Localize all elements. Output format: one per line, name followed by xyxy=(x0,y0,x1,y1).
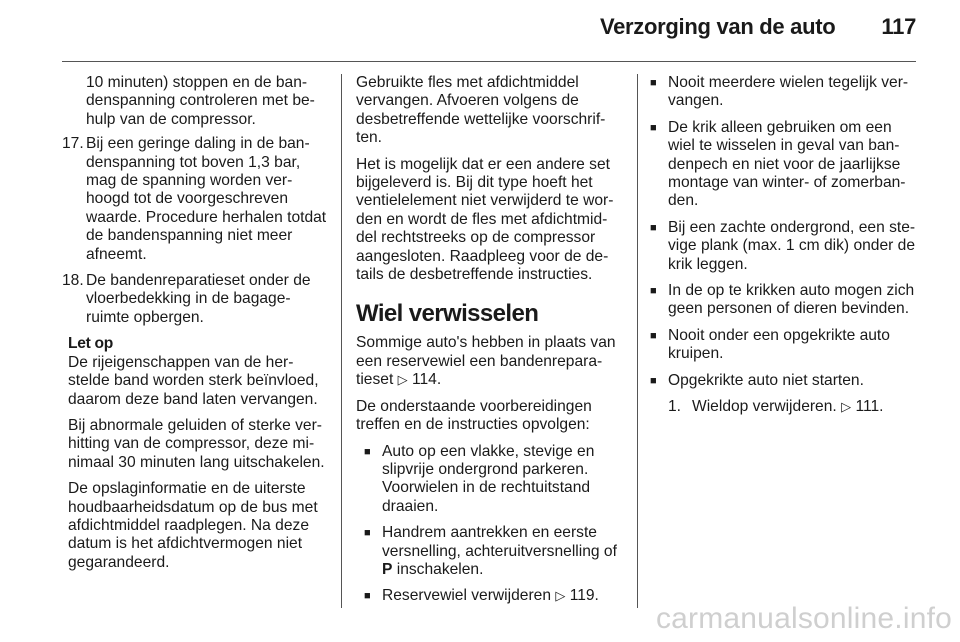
step-text: De bandenreparatieset onder de vloerbedekking in de bagageruimte opbergen. xyxy=(86,272,311,326)
list-item xyxy=(650,372,918,390)
column-right xyxy=(650,74,918,425)
list-item xyxy=(650,282,918,319)
list-item-text xyxy=(382,587,622,605)
note-paragraph: De rijeigenschappen van de herstelde band worden sterk beïnvloed, daarom deze band laten vervangen. xyxy=(68,353,319,408)
paragraph: De onderstaande voorbereidingen treffen en de instructies opvolgen: xyxy=(356,397,592,434)
list-item-text: Bij een zachte ondergrond, een stevige plank (max. 1 cm dik) onder de krik leggen. xyxy=(668,218,916,273)
note-title: Let op xyxy=(68,335,113,353)
list-item-text-part: Reservewiel verwijderen xyxy=(382,587,551,605)
square-bullet-icon: ■ xyxy=(364,527,371,540)
list-item-text xyxy=(382,524,622,579)
reference-arrow-icon: ▷ xyxy=(555,588,566,604)
list-item-text: Nooit meerdere wielen tegelijk vervangen. xyxy=(668,74,909,110)
paragraph: Het is mogelijk dat er een andere set bijgeleverd is. Bij dit type hoeft het ventielelement niet verwijderd te worden en wordt de fles met afdichtmiddel rechtstreeks op de compressor aangesloten. Raadpleeg voor de details de desbetreffende instructies. xyxy=(356,155,614,284)
header-rule xyxy=(62,61,916,62)
paragraph-text: Sommige auto's hebben in plaats van een reservewiel een bandenreparatieset xyxy=(356,334,616,389)
column-divider xyxy=(637,74,638,608)
reference-arrow-icon: ▷ xyxy=(397,372,408,388)
column-middle xyxy=(356,74,622,614)
square-bullet-icon: ■ xyxy=(650,285,657,298)
note-block xyxy=(62,335,328,572)
step-number: 1. xyxy=(668,398,682,416)
list-item xyxy=(650,219,918,274)
list-item xyxy=(356,524,622,579)
page-header xyxy=(600,14,916,40)
list-item xyxy=(356,443,622,517)
step-text: Bij een geringe daling in de bandenspanning tot boven 1,3 bar, mag de spanning worden verhoogd tot de voorgeschreven waarde. Procedure herhalen totdat de bandenspanning niet meer afneemt. xyxy=(86,135,327,263)
step-1 xyxy=(650,398,918,416)
list-item xyxy=(356,587,622,605)
list-item-text: Nooit onder een opgekrikte auto kruipen. xyxy=(668,326,890,363)
page-reference[interactable]: 111. xyxy=(855,398,884,416)
page-number: 117 xyxy=(881,14,916,39)
step-text xyxy=(692,398,918,416)
gear-p-label: P xyxy=(382,560,393,578)
list-item-text: De krik alleen gebruiken om een wiel te wisselen in geval van bandenpech en niet voor de jaarlijkse montage van winter- of zomerbanden. xyxy=(668,118,906,210)
column-divider xyxy=(341,74,342,608)
page-reference[interactable]: 114. xyxy=(411,371,442,389)
step-text-part: Wieldop verwijderen. xyxy=(692,398,837,416)
step-17 xyxy=(62,135,328,264)
list-item xyxy=(650,74,918,111)
section-heading: Wiel verwisselen xyxy=(356,300,539,328)
step-18 xyxy=(62,272,328,327)
note-paragraph: De opslaginformatie en de uiterste houdbaarheidsdatum op de bus met afdichtmiddel raadplegen. Na deze datum is het afdichtvermogen niet gegarandeerd. xyxy=(68,480,318,571)
paragraph xyxy=(356,334,622,389)
step-number: 18. xyxy=(62,272,84,290)
list-item-text: Auto op een vlakke, stevige en slipvrije ondergrond parkeren. Voorwielen in de rechtuitstand draaien. xyxy=(382,442,595,515)
page-reference[interactable]: 119. xyxy=(569,587,599,605)
section-title: Verzorging van de auto xyxy=(599,14,836,39)
list-item xyxy=(650,327,918,364)
paragraph: Gebruikte fles met afdichtmiddel vervangen. Afvoeren volgens de desbetreffende wettelijke voorschriften. xyxy=(356,74,606,147)
square-bullet-icon: ■ xyxy=(650,374,657,387)
reference-arrow-icon: ▷ xyxy=(841,399,852,415)
square-bullet-icon: ■ xyxy=(650,221,657,234)
list-item-text-part: Handrem aantrekken en eerste versnelling, achteruitversnelling of xyxy=(382,524,617,560)
list-item xyxy=(650,119,918,211)
square-bullet-icon: ■ xyxy=(650,77,657,89)
square-bullet-icon: ■ xyxy=(650,121,657,134)
list-item-text: Opgekrikte auto niet starten. xyxy=(668,371,864,389)
list-item-text: In de op te krikken auto mogen zich geen personen of dieren bevinden. xyxy=(668,282,915,318)
square-bullet-icon: ■ xyxy=(650,329,657,342)
step-number: 17. xyxy=(62,135,84,153)
watermark: carmanualsonline.info xyxy=(655,602,952,635)
note-paragraph: Bij abnormale geluiden of sterke verhitting van de compressor, deze minimaal 30 minuten lang uitschakelen. xyxy=(68,416,325,471)
column-left xyxy=(62,74,328,580)
square-bullet-icon: ■ xyxy=(364,445,371,458)
step-continuation: 10 minuten) stoppen en de bandenspanning controleren met behulp van de compressor. xyxy=(86,74,315,128)
list-item-text-part: inschakelen. xyxy=(396,560,484,578)
square-bullet-icon: ■ xyxy=(364,590,371,603)
